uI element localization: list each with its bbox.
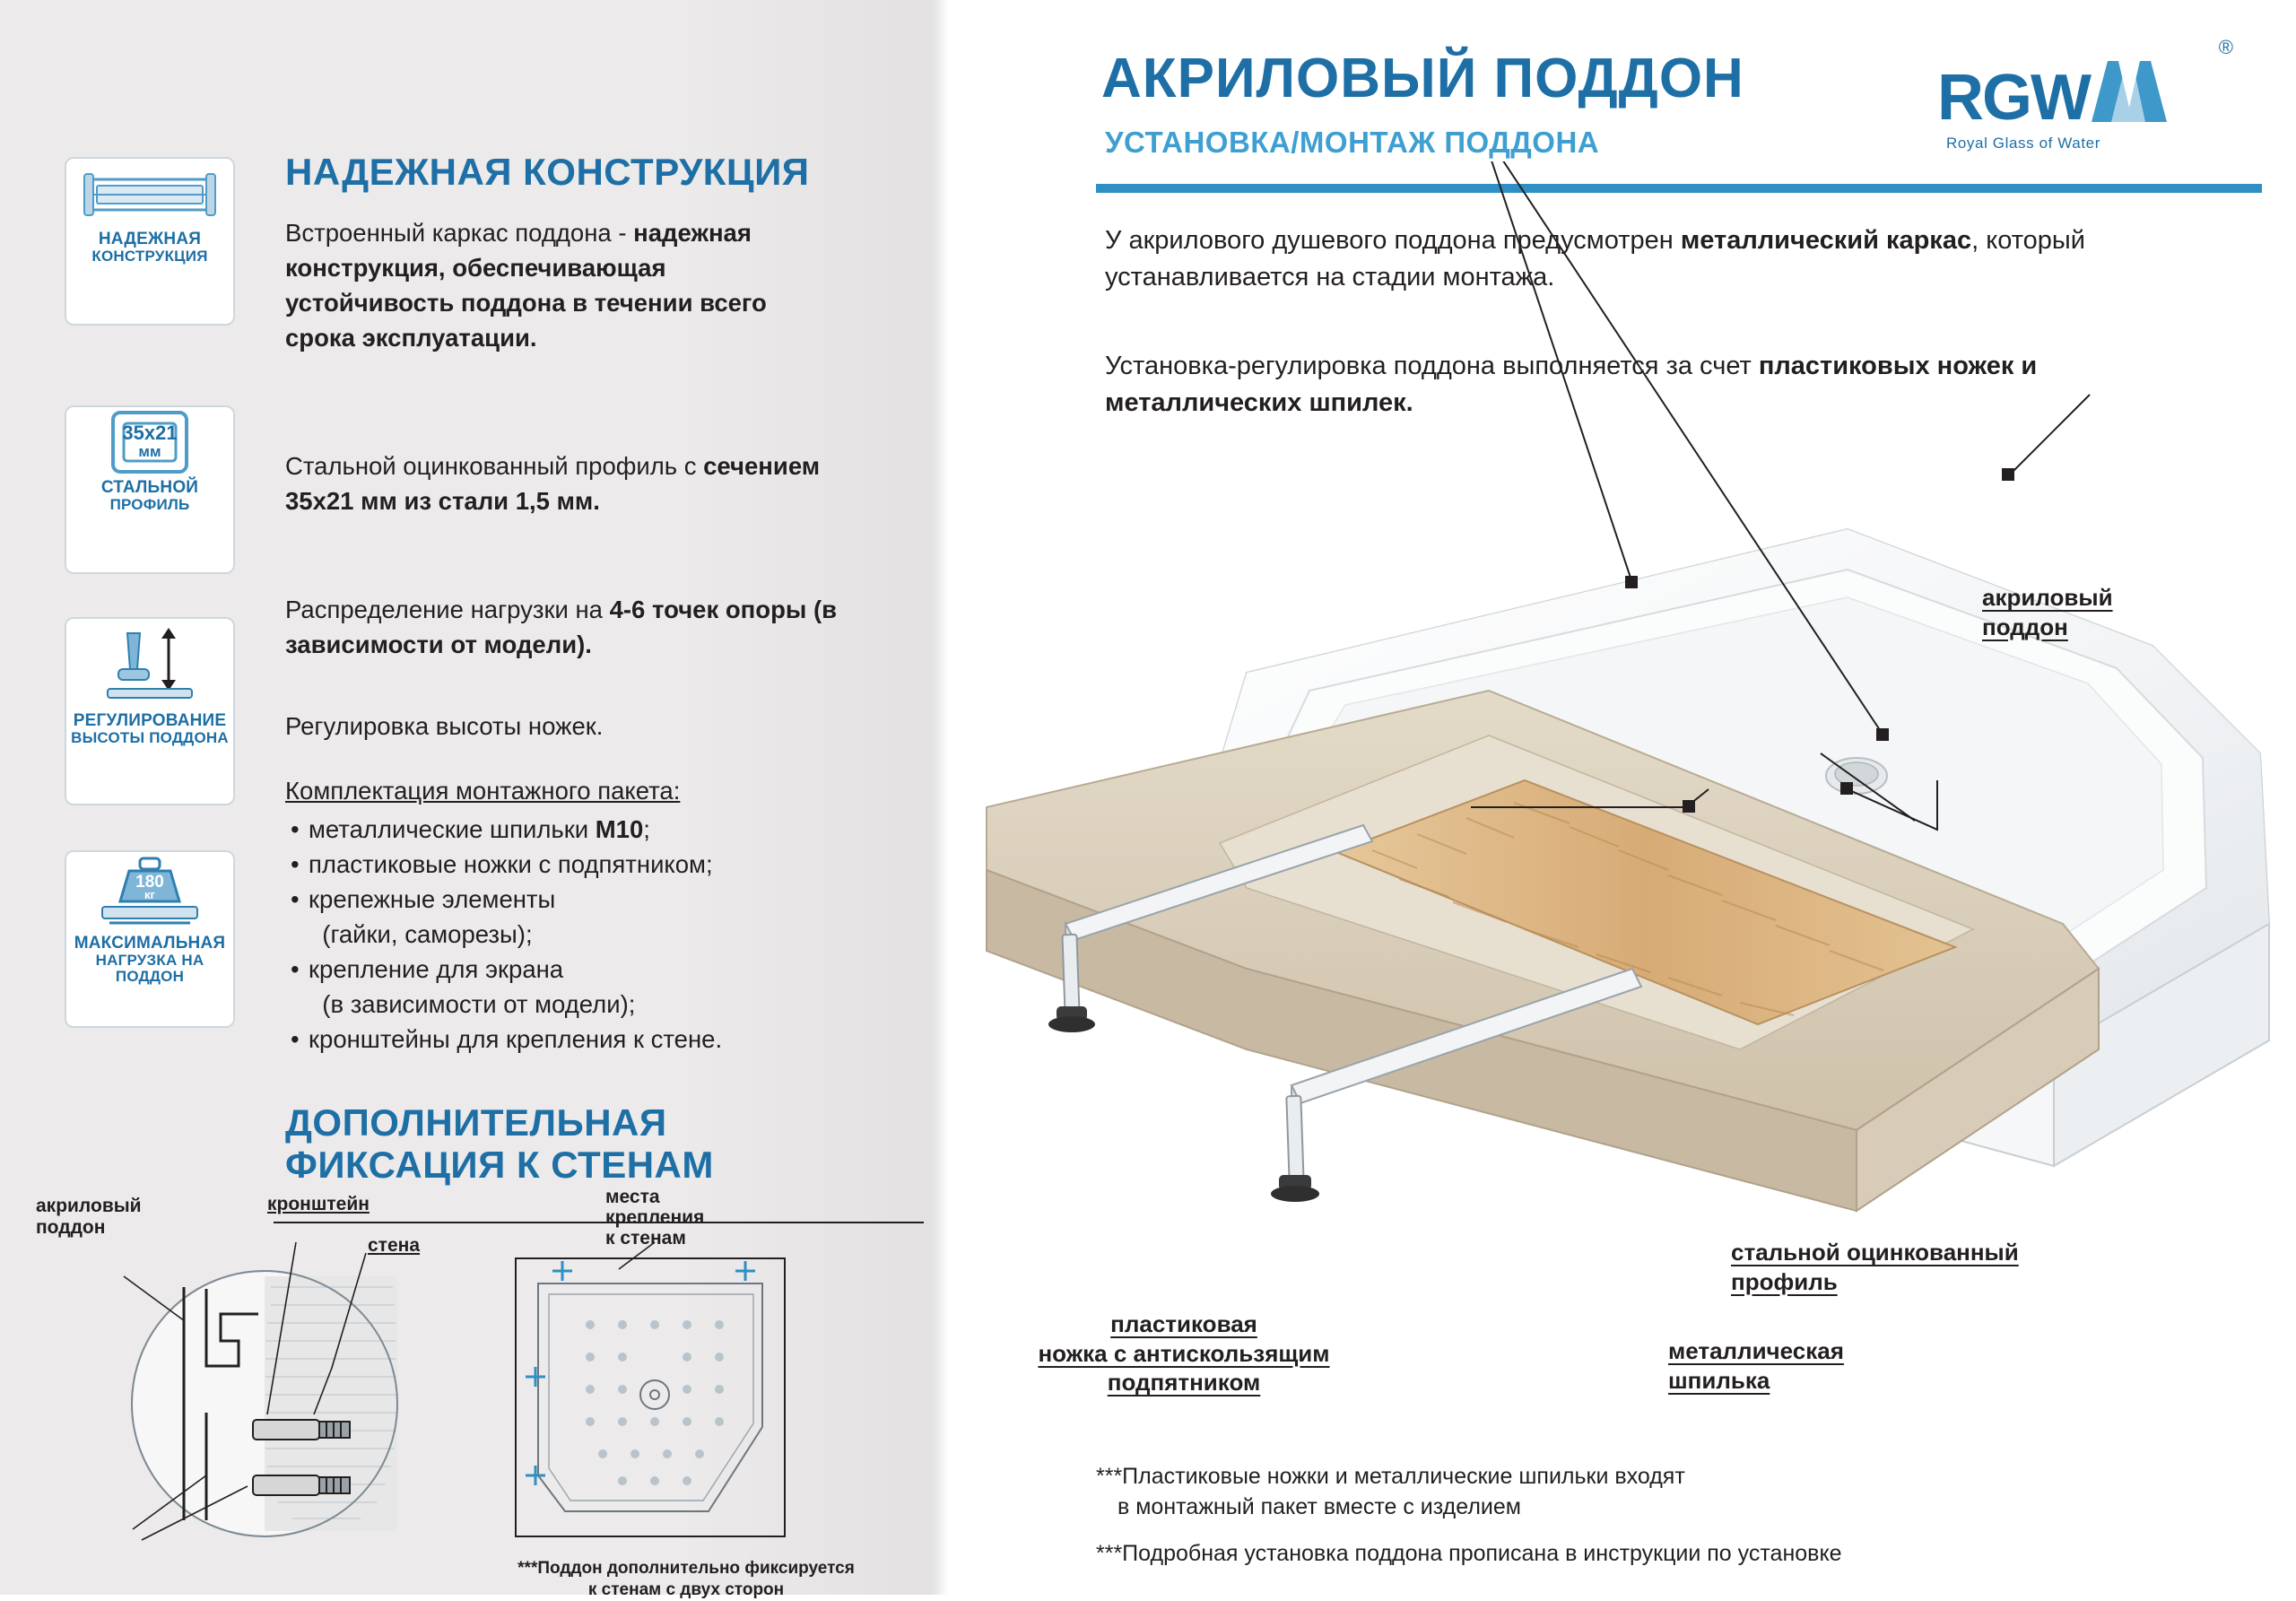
- callout-steel-profile: стальной оцинкованный профиль: [1731, 1239, 2019, 1295]
- callout-leader-lines: [897, 161, 2296, 1381]
- badge-caption-line2: ВЫСОТЫ ПОДДОНА: [71, 728, 229, 746]
- callout-plastic-leg: пластиковая ножка с антискользящим подпятником: [1038, 1310, 1330, 1396]
- svg-text:35х21: 35х21: [122, 422, 178, 444]
- mounting-kit-list: [285, 812, 877, 1057]
- mounting-kit-block: [285, 773, 877, 1057]
- label-fix-points: места крепления к стенам: [605, 1187, 705, 1249]
- para3-plain: Распределение нагрузки на: [285, 596, 610, 623]
- para1-bold: надежная конструкция, обеспечивающая устойчивость поддона в течении всего срока эксплуатации.: [285, 219, 767, 352]
- callout-metal-stud: металлическая шпилька: [1668, 1337, 1844, 1394]
- footnote-manual: ***Подробная установка поддона прописана в инструкции по установке: [1096, 1541, 1842, 1566]
- para1-plain: Встроенный каркас поддона -: [285, 219, 634, 247]
- badge-reliable-construction: [65, 157, 235, 326]
- heading-fixation-line2: ФИКСАЦИЯ К СТЕНАМ: [285, 1144, 714, 1187]
- trademark-symbol: ®: [2218, 36, 2233, 58]
- badge-caption-line2: ПРОФИЛЬ: [109, 495, 190, 513]
- weight-icon: [66, 852, 233, 935]
- label-bracket: кронштейн: [267, 1194, 370, 1214]
- paragraph-load: [285, 592, 841, 662]
- footnote-kit: ***Пластиковые ножки и металлические шпильки входят в монтажный пакет вместе с изделием: [1096, 1464, 1685, 1519]
- svg-text:180: 180: [135, 873, 164, 892]
- heading-wall-fixation: [285, 1101, 714, 1186]
- badge-caption-line2: КОНСТРУКЦИЯ: [91, 247, 208, 265]
- badge-caption-line1: НАДЕЖНАЯ: [98, 230, 202, 248]
- leg-arrow-icon: [66, 619, 233, 712]
- paragraph-frame: У акрилового душевого поддона предусмотрен металлический каркас, который устанавливается на стадии монтажа.: [1105, 226, 2085, 292]
- frame-icon: [66, 159, 233, 231]
- svg-text:кг: кг: [144, 888, 155, 901]
- logo-tagline: Royal Glass of Water: [1946, 135, 2100, 152]
- heading-fixation-line1: ДОПОЛНИТЕЛЬНАЯ: [285, 1101, 667, 1144]
- list-item: • кронштейны для крепления к стене.: [285, 1022, 877, 1057]
- para2-bold: сечением 35х21 мм из стали 1,5 мм.: [285, 452, 821, 516]
- badge-caption-line1: МАКСИМАЛЬНАЯ: [74, 934, 226, 953]
- label-wall: стена: [368, 1235, 421, 1256]
- list-item: • крепление для экрана (в зависимости от модели);: [285, 952, 877, 1022]
- svg-text:мм: мм: [138, 443, 161, 460]
- badge-caption-line1: РЕГУЛИРОВАНИЕ: [73, 711, 227, 730]
- badge-max-load: [65, 850, 235, 1028]
- fixation-drawing: [27, 1206, 924, 1583]
- label-acrylic-tray-fix: акриловый поддон: [36, 1196, 142, 1239]
- paragraph-profile: [285, 448, 868, 518]
- badge-caption-line2: НАГРУЗКА НА ПОДДОН: [95, 951, 204, 985]
- list-item: • металлические шпильки M10;: [285, 812, 877, 847]
- page-title: АКРИЛОВЫЙ ПОДДОН: [1101, 48, 1744, 109]
- list-item: • пластиковые ножки с подпятником;: [285, 847, 877, 882]
- para3-bold: 4-6 точек опоры (в зависимости от модели).: [285, 596, 838, 659]
- note-wall-fixation: ***Поддон дополнительно фиксируется к стенам с двух сторон: [517, 1559, 855, 1599]
- badge-steel-profile: [65, 405, 235, 574]
- page-subtitle: УСТАНОВКА/МОНТАЖ ПОДДОНА: [1105, 126, 1600, 159]
- callout-acrylic-tray: акриловый поддон: [1982, 584, 2113, 640]
- profile-section-icon: [66, 407, 233, 479]
- logo-glyph-icon: [2088, 56, 2170, 135]
- wall-fixation-diagrams: [27, 1187, 924, 1599]
- badge-height-adjust: [65, 617, 235, 805]
- paragraph-construction: [285, 215, 841, 355]
- logo-rgw: [1937, 36, 2233, 166]
- logo-wordmark: RGW: [1937, 62, 2090, 134]
- badge-caption-line1: СТАЛЬНОЙ: [100, 478, 199, 497]
- paragraph-adjust: Установка-регулировка поддона выполняется за счет пластиковых ножек и металлических шпилек.: [1105, 352, 2038, 418]
- para2-plain: Стальной оцинкованный профиль с: [285, 452, 704, 480]
- heading-reliable-construction: НАДЕЖНАЯ КОНСТРУКЦИЯ: [285, 151, 810, 193]
- list-item: • крепежные элементы (гайки, саморезы);: [285, 882, 877, 952]
- paragraph-leg-adjust: Регулировка высоты ножек.: [285, 712, 604, 740]
- mounting-kit-title: Комплектация монтажного пакета:: [285, 777, 681, 805]
